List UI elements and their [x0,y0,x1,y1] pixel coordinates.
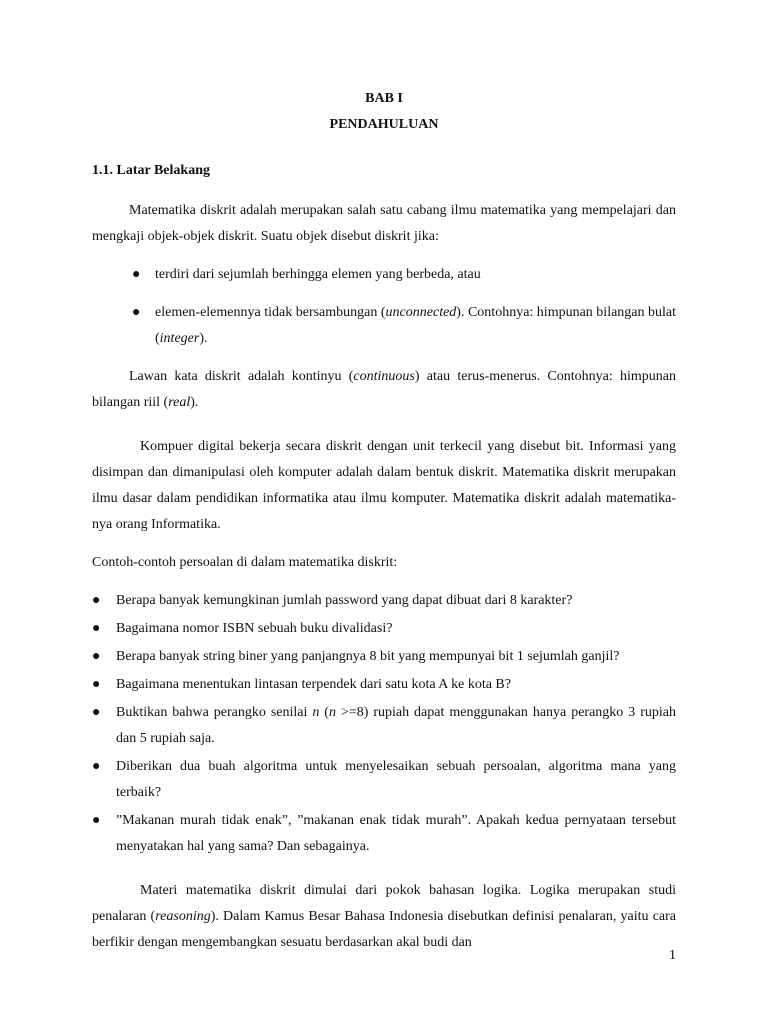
examples-list [92,588,676,860]
page-number: 1 [669,948,676,963]
list-item [92,754,676,806]
bullet-icon: ● [92,621,101,636]
chapter-number: BAB I [365,91,403,106]
list-item-text: Buktikan bahwa perangko senilai n (n >=8) rupiah dapat menggunakan hanya perangko 3 rupiah dan 5 rupiah saja. [116,705,676,746]
list-item [92,588,676,614]
list-item-text: elemen-elemennya tidak bersambungan (unconnected). Contohnya: himpunan bilangan bulat (integer). [155,305,677,346]
paragraph-materi: Materi matematika diskrit dimulai dari pokok bahasan logika. Logika merupakan studi penalaran (reasoning). Dalam Kamus Besar Bahasa Indonesia disebutkan definisi penalaran, yaitu cara berfikir dengan mengembangkan sesuatu berdasarkan akal budi dan [92,883,676,950]
italic-term: real [168,395,191,410]
italic-term: unconnected [385,305,457,320]
italic-variable: n [328,705,336,720]
list-item [92,808,676,860]
list-item [92,672,676,698]
list-item [92,300,676,352]
italic-term: reasoning [155,909,211,924]
list-item-text: Diberikan dua buah algoritma untuk menyelesaikan sebuah persoalan, algoritma mana yang terbaik? [116,759,676,800]
list-item [92,262,676,288]
list-item-text: terdiri dari sejumlah berhingga elemen yang berbeda, atau [155,267,481,282]
bullet-icon: ● [92,705,101,720]
bullet-icon: ● [92,649,101,664]
list-item-text: Berapa banyak string biner yang panjangnya 8 bit yang mempunyai bit 1 sejumlah ganjil? [116,649,620,664]
paragraph-lawan: Lawan kata diskrit adalah kontinyu (continuous) atau terus-menerus. Contohnya: himpunan bilangan riil (real). [92,369,676,410]
list-item-text: Bagaimana menentukan lintasan terpendek dari satu kota A ke kota B? [116,677,511,692]
list-item-text: Bagaimana nomor ISBN sebuah buku divalidasi? [116,621,393,636]
bullet-icon: ● [132,305,141,320]
italic-variable: n [312,705,320,720]
section-heading: 1.1. Latar Belakang [92,163,210,178]
page-content [92,86,676,956]
list-item [92,644,676,670]
bullet-icon: ● [132,267,141,282]
chapter-title: PENDAHULUAN [329,117,439,132]
list-item-text: ”Makanan murah tidak enak”, ”makanan enak tidak murah”. Apakah kedua pernyataan tersebut menyatakan hal yang sama? Dan sebagainya. [116,813,676,854]
discrete-criteria-list [92,262,676,352]
list-item [92,616,676,642]
italic-term: continuous [353,369,415,384]
italic-term: integer [159,331,200,346]
paragraph-contoh-intro: Contoh-contoh persoalan di dalam matematika diskrit: [92,555,398,570]
bullet-icon: ● [92,593,101,608]
list-item [92,700,676,752]
paragraph-komputer: Kompuer digital bekerja secara diskrit dengan unit terkecil yang disebut bit. Informasi yang disimpan dan dimanipulasi oleh komputer adalah dalam bentuk diskrit. Matematika diskrit merupakan ilmu dasar dalam pendidikan informatika atau ilmu komputer. Matematika diskrit adalah matematika-nya orang Informatika. [92,439,676,532]
paragraph-intro: Matematika diskrit adalah merupakan salah satu cabang ilmu matematika yang mempelajari dan mengkaji objek-objek diskrit. Suatu objek disebut diskrit jika: [92,203,676,244]
bullet-icon: ● [92,813,101,828]
bullet-icon: ● [92,677,101,692]
bullet-icon: ● [92,759,101,774]
list-item-text: Berapa banyak kemungkinan jumlah password yang dapat dibuat dari 8 karakter? [116,593,573,608]
